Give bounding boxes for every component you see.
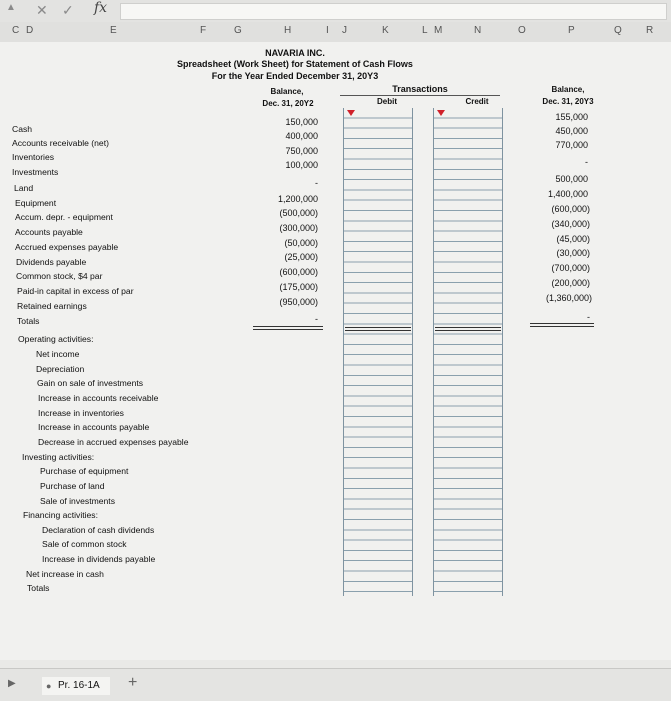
- cash-flow-item: Increase in accounts payable: [38, 422, 150, 432]
- cash-flow-item: Increase in dividends payable: [42, 554, 156, 564]
- end-balance[interactable]: 500,000: [555, 174, 588, 184]
- col-header[interactable]: D: [26, 25, 34, 36]
- credit-column[interactable]: [433, 108, 503, 596]
- col-header[interactable]: I: [326, 25, 329, 36]
- end-balance[interactable]: (600,000): [551, 204, 590, 214]
- end-balance[interactable]: 770,000: [555, 140, 588, 150]
- row-label: Accum. depr. - equipment: [15, 212, 113, 222]
- col-header[interactable]: O: [518, 25, 526, 36]
- end-balance[interactable]: 450,000: [555, 126, 588, 136]
- worksheet-title: Spreadsheet (Work Sheet) for Statement of Cash Flows: [177, 59, 413, 69]
- row-label: Accounts receivable (net): [12, 138, 109, 148]
- formula-input[interactable]: [120, 3, 667, 20]
- end-balance[interactable]: (30,000): [556, 248, 590, 258]
- start-balance[interactable]: -: [315, 178, 318, 188]
- start-balance[interactable]: (50,000): [284, 238, 318, 248]
- section-financing: Financing activities:: [23, 510, 98, 520]
- double-underline: [530, 323, 594, 324]
- cash-flow-item: Depreciation: [36, 364, 85, 374]
- balance-end-date: Dec. 31, 20Y3: [542, 97, 594, 106]
- end-balance[interactable]: 155,000: [555, 112, 588, 122]
- cash-flow-item: Increase in accounts receivable: [38, 393, 159, 403]
- col-header[interactable]: M: [434, 25, 443, 36]
- balance-end-header: Balance,: [551, 85, 585, 94]
- col-header[interactable]: E: [110, 25, 117, 36]
- start-balance[interactable]: 100,000: [285, 160, 318, 170]
- end-balance[interactable]: (200,000): [551, 278, 590, 288]
- start-balance[interactable]: 150,000: [285, 117, 318, 127]
- start-balance[interactable]: (175,000): [279, 282, 318, 292]
- transactions-header: Transactions: [392, 84, 448, 94]
- start-balance[interactable]: 750,000: [285, 146, 318, 156]
- company-name: NAVARIA INC.: [265, 48, 325, 58]
- start-balance[interactable]: 1,200,000: [277, 194, 318, 204]
- row-label: Paid-in capital in excess of par: [17, 286, 134, 296]
- row-label: Retained earnings: [17, 301, 87, 311]
- balance-start-date: Dec. 31, 20Y2: [262, 99, 314, 108]
- cash-flow-item: Purchase of equipment: [40, 466, 129, 476]
- row-label: Totals: [17, 316, 40, 326]
- worksheet-period: For the Year Ended December 31, 20Y3: [211, 71, 379, 81]
- cash-flow-item: Purchase of land: [40, 481, 105, 491]
- start-balance[interactable]: 400,000: [285, 131, 318, 141]
- row-label: Cash: [12, 124, 33, 134]
- row-label: Investments: [12, 167, 59, 177]
- sheet-tab-bar: [0, 668, 671, 701]
- end-balance[interactable]: (45,000): [556, 234, 590, 244]
- cash-flow-item: Increase in inventories: [38, 408, 124, 418]
- double-underline: [435, 327, 501, 328]
- cash-flow-item: Decrease in accrued expenses payable: [38, 437, 189, 447]
- end-balance[interactable]: -: [587, 312, 590, 322]
- row-label: Common stock, $4 par: [16, 271, 103, 281]
- cash-flow-item: Declaration of cash dividends: [42, 525, 155, 535]
- col-header[interactable]: P: [568, 25, 575, 36]
- cash-flow-item: Sale of common stock: [42, 539, 127, 549]
- transactions-underline: [340, 95, 500, 96]
- net-increase-label: Net increase in cash: [26, 569, 104, 579]
- cash-flow-item: Gain on sale of investments: [37, 378, 144, 388]
- section-operating: Operating activities:: [18, 334, 94, 344]
- row-label: Dividends payable: [16, 257, 87, 267]
- row-label: Land: [14, 183, 34, 193]
- cancel-icon[interactable]: ✕: [36, 2, 48, 18]
- col-header[interactable]: J: [342, 25, 347, 36]
- end-balance[interactable]: (1,360,000): [545, 293, 592, 303]
- end-balance[interactable]: (340,000): [551, 219, 590, 229]
- end-balance[interactable]: (700,000): [551, 263, 590, 273]
- debit-header: Debit: [377, 97, 397, 106]
- confirm-icon[interactable]: ✓: [62, 2, 74, 18]
- sheet-tab-label: Pr. 16-1A: [58, 680, 100, 691]
- end-balance[interactable]: -: [585, 157, 588, 167]
- col-header[interactable]: N: [474, 25, 482, 36]
- lock-icon: ●: [46, 681, 52, 691]
- end-balance[interactable]: 1,400,000: [547, 189, 588, 199]
- row-label: Equipment: [15, 198, 57, 208]
- col-header[interactable]: Q: [614, 25, 622, 36]
- comment-marker-icon[interactable]: [347, 110, 355, 116]
- double-underline: [345, 330, 411, 331]
- cash-flow-item: Sale of investments: [40, 496, 115, 506]
- cash-flow-item: Net income: [36, 349, 80, 359]
- start-balance[interactable]: (300,000): [279, 223, 318, 233]
- double-underline: [253, 329, 323, 330]
- fx-icon[interactable]: fx: [94, 0, 108, 16]
- worksheet[interactable]: [0, 42, 671, 660]
- row-label: Accrued expenses payable: [15, 242, 119, 252]
- scroll-tabs-icon[interactable]: ▶: [8, 678, 16, 689]
- start-balance[interactable]: (25,000): [284, 252, 318, 262]
- start-balance[interactable]: (500,000): [279, 208, 318, 218]
- col-header[interactable]: G: [234, 25, 242, 36]
- double-underline: [253, 326, 323, 327]
- start-balance[interactable]: (950,000): [279, 297, 318, 307]
- start-balance[interactable]: (600,000): [279, 267, 318, 277]
- credit-header: Credit: [465, 97, 489, 106]
- comment-marker-icon[interactable]: [437, 110, 445, 116]
- col-header[interactable]: L: [422, 25, 428, 36]
- balance-start-header: Balance,: [270, 87, 304, 96]
- totals-label: Totals: [27, 583, 50, 593]
- name-box-stepper-icon[interactable]: ▲: [6, 2, 16, 13]
- double-underline: [530, 326, 594, 327]
- col-header[interactable]: R: [646, 25, 654, 36]
- section-investing: Investing activities:: [22, 452, 95, 462]
- sheet-tab-pr-16-1a[interactable]: [42, 677, 110, 695]
- double-underline: [345, 327, 411, 328]
- col-header[interactable]: K: [382, 25, 389, 36]
- col-header[interactable]: C: [12, 25, 20, 36]
- column-headers: [0, 22, 671, 43]
- col-header[interactable]: H: [284, 25, 292, 36]
- formula-bar: [0, 0, 671, 23]
- double-underline: [435, 330, 501, 331]
- row-label: Inventories: [12, 152, 55, 162]
- col-header[interactable]: F: [200, 25, 207, 36]
- start-balance[interactable]: -: [315, 314, 318, 324]
- add-sheet-button[interactable]: +: [128, 674, 138, 691]
- row-label: Accounts payable: [15, 227, 83, 237]
- debit-column[interactable]: [343, 108, 413, 596]
